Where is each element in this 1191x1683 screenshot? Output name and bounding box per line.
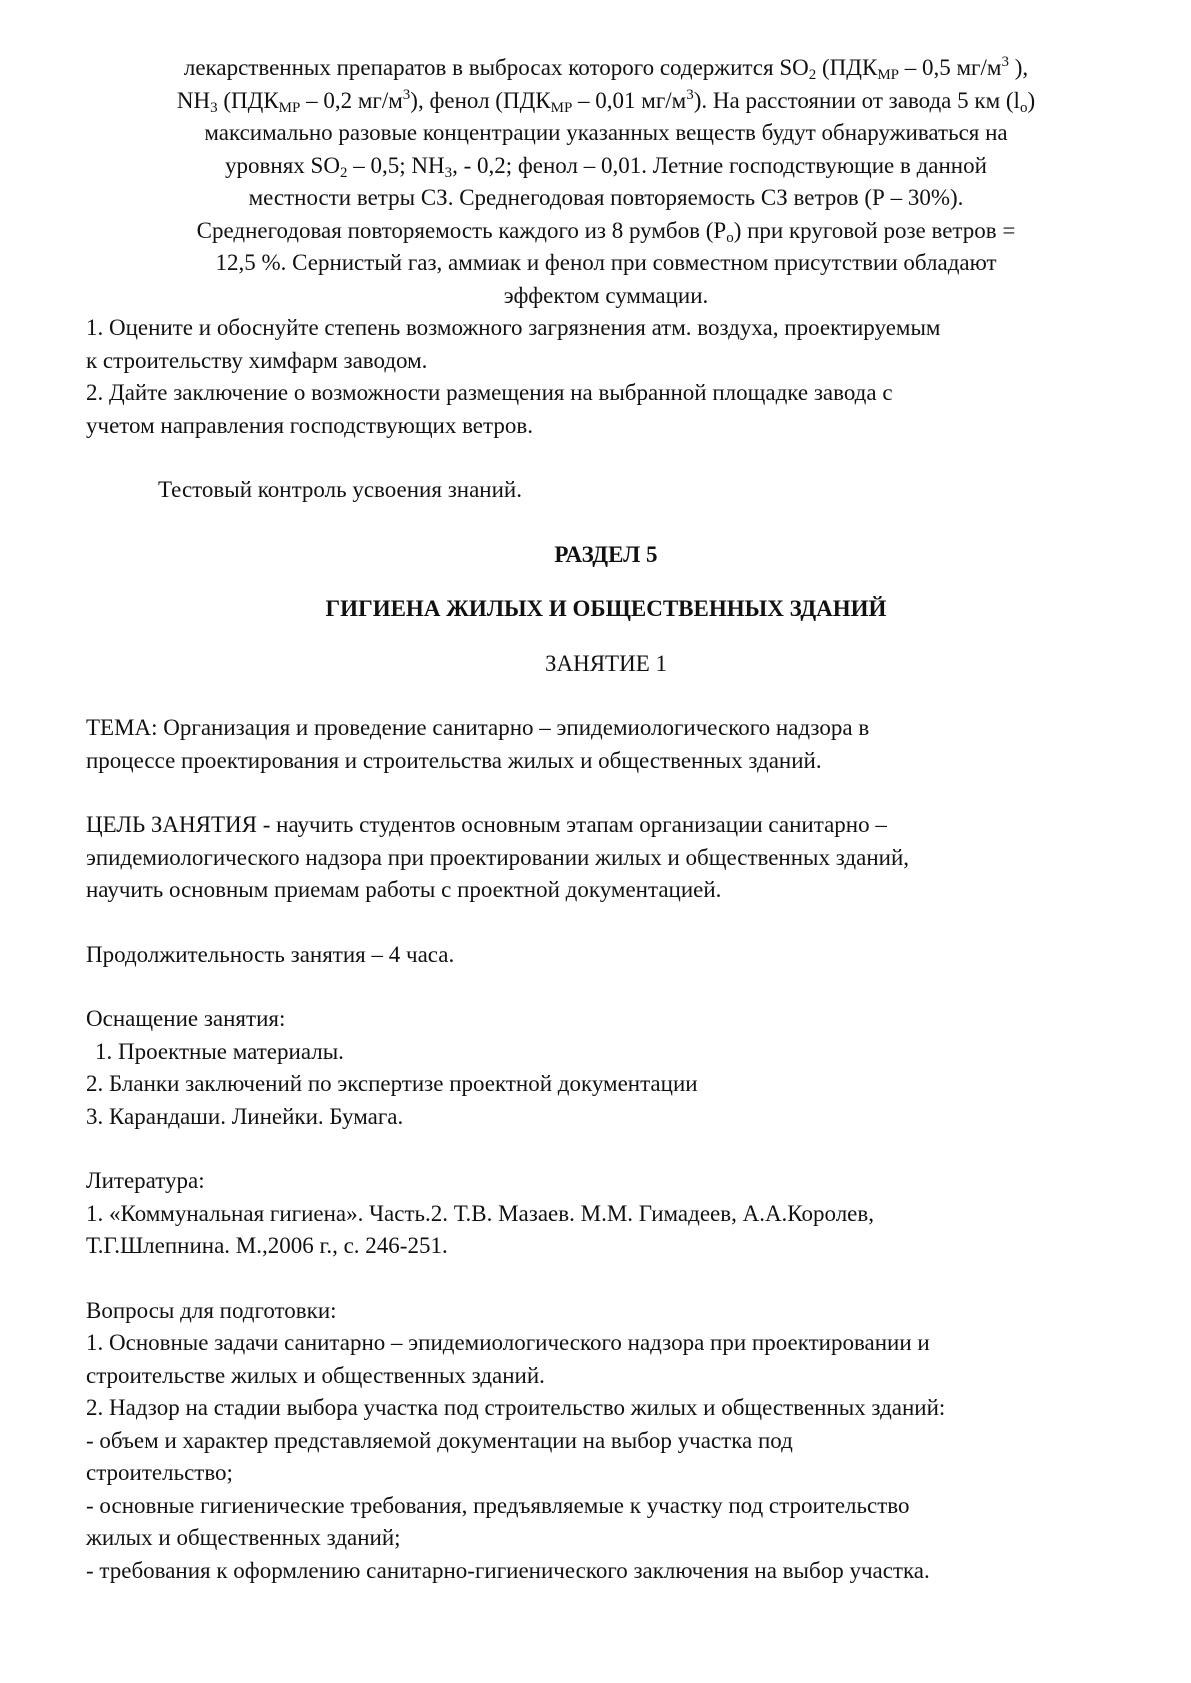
section-title: РАЗДЕЛ 5 bbox=[554, 541, 658, 567]
equipment-item: 2. Бланки заключений по экспертизе проектной документации bbox=[86, 1071, 698, 1096]
topic-line: ТЕМА: Организация и проведение санитарно – эпидемиологического надзора в bbox=[86, 715, 870, 740]
intro-line-2 bbox=[86, 85, 1126, 118]
goal-line: научить основным приемам работы с проектной документацией. bbox=[86, 877, 722, 902]
intro-line-3: максимально разовые концентрации указанных веществ будут обнаруживаться на bbox=[204, 120, 1008, 145]
subscript: 3 bbox=[210, 99, 218, 116]
question-line: - основные гигиенические требования, предъявляемые к участку под строительство bbox=[86, 1492, 910, 1518]
lesson-title: ЗАНЯТИЕ 1 bbox=[544, 650, 668, 676]
task-list bbox=[86, 312, 1126, 442]
goal-line: ЦЕЛЬ ЗАНЯТИЯ - научить студентов основным этапам организации санитарно – bbox=[86, 812, 887, 837]
text-run: – 0,5 мг/м bbox=[899, 55, 1002, 80]
question-line: жилых и общественных зданий; bbox=[86, 1525, 401, 1550]
text-run: ), фенол (ПДК bbox=[410, 87, 551, 113]
text-run: (ПДК bbox=[816, 55, 878, 80]
text-run: ) bbox=[1027, 87, 1036, 113]
question-line: строительство; bbox=[86, 1460, 233, 1485]
text-run: (ПДК bbox=[217, 87, 279, 113]
duration-text: Продолжительность занятия – 4 часа. bbox=[86, 941, 455, 967]
questions-heading: Вопросы для подготовки: bbox=[86, 1297, 337, 1323]
text-run: , - 0,2; фенол – 0,01. Летние господствующие в данной bbox=[452, 152, 987, 178]
text-run: ). На расстоянии от завода 5 км (l bbox=[693, 87, 1020, 113]
intro-line-7: 12,5 %. Сернистый газ, аммиак и фенол при совместном присутствии обладают bbox=[215, 250, 997, 275]
intro-line-1 bbox=[86, 52, 1126, 85]
intro-line-8: эффектом суммации. bbox=[503, 282, 709, 308]
topic-line: процессе проектирования и строительства жилых и общественных зданий. bbox=[86, 747, 822, 773]
task-line: учетом направления господствующих ветров. bbox=[86, 412, 533, 438]
goal-line: эпидемиологического надзора при проектировании жилых и общественных зданий, bbox=[86, 844, 910, 870]
intro-line-5: местности ветры СЗ. Среднегодовая повторяемость СЗ ветров (Р – 30%). bbox=[248, 185, 964, 210]
superscript: 3 bbox=[402, 86, 411, 103]
equipment-heading: Оснащение занятия: bbox=[86, 1006, 286, 1031]
subscript: 3 bbox=[444, 164, 453, 181]
literature-line: Т.Г.Шлепнина. М.,2006 г., с. 246-251. bbox=[86, 1233, 448, 1258]
question-line: - объем и характер представляемой документации на выбор участка под bbox=[86, 1427, 793, 1453]
literature-heading: Литература: bbox=[86, 1168, 205, 1193]
document-page bbox=[86, 52, 1126, 1587]
questions-section bbox=[86, 1295, 1126, 1588]
topic-paragraph bbox=[86, 712, 1126, 777]
equipment-section bbox=[86, 1003, 1126, 1133]
text-run: ), bbox=[1008, 55, 1029, 80]
text-run: уровнях SO bbox=[225, 152, 340, 178]
subscript: о bbox=[1019, 99, 1028, 116]
question-line: 1. Основные задачи санитарно – эпидемиологического надзора при проектировании и bbox=[86, 1330, 930, 1355]
text-run: – 0,5; NH bbox=[347, 152, 445, 178]
test-control-note: Тестовый контроль усвоения знаний. bbox=[158, 477, 522, 502]
question-line: 2. Надзор на стадии выбора участка под строительство жилых и общественных зданий: bbox=[86, 1395, 946, 1420]
section-subtitle: ГИГИЕНА ЖИЛЫХ И ОБЩЕСТВЕННЫХ ЗДАНИЙ bbox=[325, 596, 887, 621]
superscript: 3 bbox=[1001, 54, 1009, 70]
equipment-item: 1. Проектные материалы. bbox=[95, 1038, 344, 1064]
intro-line-4 bbox=[86, 150, 1126, 183]
equipment-item: 3. Карандаши. Линейки. Бумага. bbox=[86, 1103, 404, 1129]
subscript: 2 bbox=[339, 164, 348, 181]
subscript: о bbox=[726, 229, 734, 246]
subscript: МР bbox=[278, 99, 301, 116]
question-line: - требования к оформлению санитарно-гигиенического заключения на выбор участка. bbox=[86, 1557, 930, 1583]
subscript: МР bbox=[550, 99, 573, 116]
task-line: к строительству химфарм заводом. bbox=[86, 347, 428, 373]
intro-line-6 bbox=[86, 215, 1126, 248]
task-line: 2. Дайте заключение о возможности размещения на выбранной площадке завода с bbox=[86, 380, 893, 405]
subscript: 2 bbox=[808, 67, 817, 83]
superscript: 3 bbox=[686, 86, 694, 103]
text-run: – 0,2 мг/м bbox=[300, 87, 403, 113]
text-run: Среднегодовая повторяемость каждого из 8 румбов (Р bbox=[196, 217, 727, 243]
problem-statement bbox=[86, 52, 1126, 312]
literature-section bbox=[86, 1165, 1126, 1263]
task-line: 1. Оцените и обоснуйте степень возможного загрязнения атм. воздуха, проектируемым bbox=[86, 315, 941, 340]
text-run: NH bbox=[176, 87, 211, 113]
text-run: – 0,01 мг/м bbox=[572, 87, 687, 113]
goal-paragraph bbox=[86, 809, 1126, 907]
question-line: строительстве жилых и общественных зданий. bbox=[86, 1362, 545, 1388]
text-run: ) при круговой розе ветров = bbox=[733, 217, 1016, 243]
text-run: лекарственных препаратов в выбросах которого содержится SO bbox=[183, 55, 809, 80]
subscript: МР bbox=[877, 67, 899, 83]
literature-line: 1. «Коммунальная гигиена». Часть.2. Т.В. Мазаев. М.М. Гимадеев, А.А.Королев, bbox=[86, 1200, 874, 1226]
